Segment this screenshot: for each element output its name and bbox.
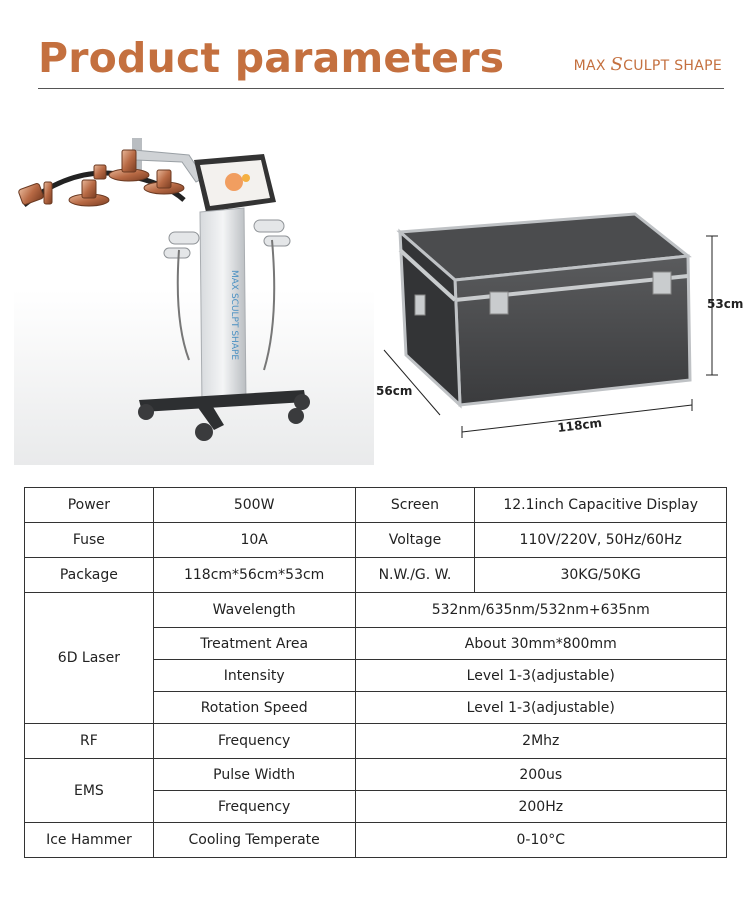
case-width-label: 118cm (556, 415, 603, 435)
param-label: Fuse (25, 523, 154, 558)
param-label: Frequency (153, 791, 355, 823)
brand-text-left: MAX (573, 58, 611, 74)
param-value: 0-10°C (355, 823, 726, 858)
param-label: Cooling Temperate (153, 823, 355, 858)
param-value: 118cm*56cm*53cm (153, 558, 355, 593)
param-group-label: 6D Laser (25, 593, 154, 724)
case-depth-label: 56cm (376, 384, 413, 398)
param-group-label: RF (25, 724, 154, 759)
param-value: About 30mm*800mm (355, 628, 726, 660)
table-row (25, 558, 727, 593)
param-value: 200us (355, 759, 726, 791)
param-label: Package (25, 558, 154, 593)
param-value: 532nm/635nm/532nm+635nm (355, 593, 726, 628)
param-label: Rotation Speed (153, 692, 355, 724)
brand-s: S (610, 54, 624, 75)
table-row (25, 759, 727, 791)
header-divider (38, 88, 724, 89)
param-value: 200Hz (355, 791, 726, 823)
param-value: 12.1inch Capacitive Display (475, 488, 727, 523)
param-label: Frequency (153, 724, 355, 759)
machine-illustration (14, 120, 374, 465)
param-label: Intensity (153, 660, 355, 692)
param-value: Level 1-3(adjustable) (355, 692, 726, 724)
param-group-label: Ice Hammer (25, 823, 154, 858)
brand-text-right: CULPT SHAPE (623, 58, 722, 74)
param-value: Level 1-3(adjustable) (355, 660, 726, 692)
param-label: Voltage (355, 523, 475, 558)
table-row (25, 523, 727, 558)
table-row (25, 823, 727, 858)
param-label: N.W./G. W. (355, 558, 475, 593)
case-illustration (370, 200, 745, 450)
param-label: Treatment Area (153, 628, 355, 660)
param-value: 10A (153, 523, 355, 558)
param-label: Screen (355, 488, 475, 523)
param-label: Wavelength (153, 593, 355, 628)
case-image (370, 200, 745, 450)
table-row (25, 724, 727, 759)
param-value: 110V/220V, 50Hz/60Hz (475, 523, 727, 558)
param-group-label: EMS (25, 759, 154, 823)
param-value: 500W (153, 488, 355, 523)
page-title: Product parameters (38, 34, 505, 82)
brand-logo (574, 54, 722, 75)
param-label: Pulse Width (153, 759, 355, 791)
param-value: 2Mhz (355, 724, 726, 759)
param-value: 30KG/50KG (475, 558, 727, 593)
param-label: Power (25, 488, 154, 523)
parameters-table (24, 487, 727, 858)
machine-image (14, 120, 374, 465)
machine-side-label: MAX SCULPT SHAPE (229, 270, 239, 361)
case-height-label: 53cm (707, 297, 744, 311)
table-row (25, 593, 727, 628)
table-row (25, 488, 727, 523)
